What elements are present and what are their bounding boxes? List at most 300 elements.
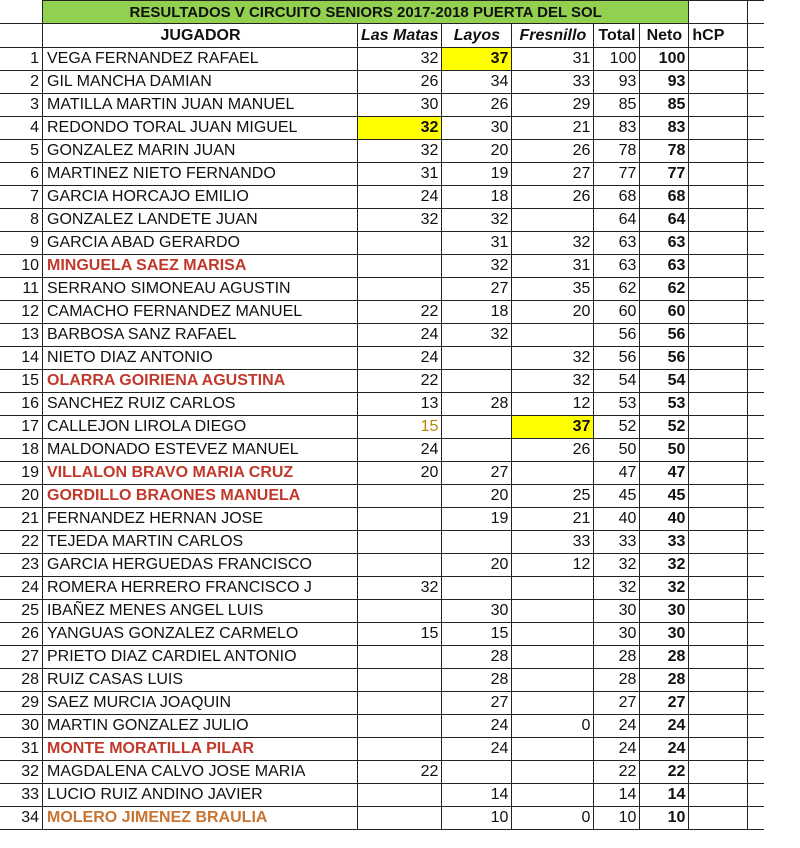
- total-cell[interactable]: 22: [594, 761, 640, 784]
- total-cell[interactable]: 32: [594, 577, 640, 600]
- layos-score-cell[interactable]: 32: [442, 255, 512, 278]
- neto-cell[interactable]: 10: [640, 807, 689, 830]
- hcp-cell[interactable]: [689, 600, 748, 623]
- header-jugador[interactable]: JUGADOR: [43, 24, 358, 48]
- hcp-cell[interactable]: [689, 255, 748, 278]
- hcp-cell[interactable]: [689, 48, 748, 71]
- neto-cell[interactable]: 68: [640, 186, 689, 209]
- position-cell[interactable]: 33: [0, 784, 43, 807]
- neto-cell[interactable]: 14: [640, 784, 689, 807]
- las-matas-score-cell[interactable]: [358, 784, 442, 807]
- position-cell[interactable]: 6: [0, 163, 43, 186]
- total-cell[interactable]: 32: [594, 554, 640, 577]
- fresnillo-score-cell[interactable]: [512, 324, 594, 347]
- header-hcp[interactable]: hCP: [689, 24, 748, 48]
- fresnillo-score-cell[interactable]: [512, 577, 594, 600]
- las-matas-score-cell[interactable]: [358, 232, 442, 255]
- player-name-cell[interactable]: OLARRA GOIRIENA AGUSTINA: [43, 370, 358, 393]
- empty-cell[interactable]: [748, 692, 765, 715]
- empty-cell[interactable]: [748, 255, 765, 278]
- empty-cell[interactable]: [748, 715, 765, 738]
- las-matas-score-cell[interactable]: 13: [358, 393, 442, 416]
- position-cell[interactable]: 34: [0, 807, 43, 830]
- neto-cell[interactable]: 63: [640, 232, 689, 255]
- total-cell[interactable]: 47: [594, 462, 640, 485]
- hcp-cell[interactable]: [689, 71, 748, 94]
- layos-score-cell[interactable]: [442, 577, 512, 600]
- player-name-cell[interactable]: MALDONADO ESTEVEZ MANUEL: [43, 439, 358, 462]
- layos-score-cell[interactable]: 30: [442, 600, 512, 623]
- player-name-cell[interactable]: GONZALEZ MARIN JUAN: [43, 140, 358, 163]
- fresnillo-score-cell[interactable]: [512, 738, 594, 761]
- total-cell[interactable]: 54: [594, 370, 640, 393]
- total-cell[interactable]: 50: [594, 439, 640, 462]
- fresnillo-score-cell[interactable]: 32: [512, 232, 594, 255]
- position-cell[interactable]: 20: [0, 485, 43, 508]
- layos-score-cell[interactable]: [442, 416, 512, 439]
- fresnillo-score-cell[interactable]: 0: [512, 807, 594, 830]
- layos-score-cell[interactable]: [442, 531, 512, 554]
- layos-score-cell[interactable]: [442, 347, 512, 370]
- las-matas-score-cell[interactable]: [358, 738, 442, 761]
- fresnillo-score-cell[interactable]: 26: [512, 186, 594, 209]
- position-cell[interactable]: 9: [0, 232, 43, 255]
- neto-cell[interactable]: 30: [640, 600, 689, 623]
- neto-cell[interactable]: 77: [640, 163, 689, 186]
- neto-cell[interactable]: 83: [640, 117, 689, 140]
- layos-score-cell[interactable]: 37: [442, 48, 512, 71]
- empty-cell[interactable]: [748, 324, 765, 347]
- position-cell[interactable]: 11: [0, 278, 43, 301]
- player-name-cell[interactable]: MOLERO JIMENEZ BRAULIA: [43, 807, 358, 830]
- neto-cell[interactable]: 85: [640, 94, 689, 117]
- fresnillo-score-cell[interactable]: [512, 600, 594, 623]
- player-name-cell[interactable]: GARCIA HORCAJO EMILIO: [43, 186, 358, 209]
- layos-score-cell[interactable]: 28: [442, 393, 512, 416]
- empty-cell[interactable]: [748, 485, 765, 508]
- position-cell[interactable]: 5: [0, 140, 43, 163]
- empty-cell[interactable]: [748, 48, 765, 71]
- fresnillo-score-cell[interactable]: 31: [512, 255, 594, 278]
- fresnillo-score-cell[interactable]: 21: [512, 508, 594, 531]
- hcp-cell[interactable]: [689, 577, 748, 600]
- hcp-cell[interactable]: [689, 186, 748, 209]
- position-cell[interactable]: 1: [0, 48, 43, 71]
- empty-cell[interactable]: [748, 646, 765, 669]
- position-cell[interactable]: 16: [0, 393, 43, 416]
- position-cell[interactable]: 23: [0, 554, 43, 577]
- empty-cell[interactable]: [748, 71, 765, 94]
- neto-cell[interactable]: 28: [640, 669, 689, 692]
- position-cell[interactable]: 19: [0, 462, 43, 485]
- total-cell[interactable]: 30: [594, 600, 640, 623]
- empty-cell[interactable]: [748, 600, 765, 623]
- las-matas-score-cell[interactable]: [358, 600, 442, 623]
- layos-score-cell[interactable]: [442, 761, 512, 784]
- player-name-cell[interactable]: NIETO DIAZ ANTONIO: [43, 347, 358, 370]
- layos-score-cell[interactable]: 32: [442, 209, 512, 232]
- position-cell[interactable]: 30: [0, 715, 43, 738]
- las-matas-score-cell[interactable]: [358, 715, 442, 738]
- empty-cell[interactable]: [748, 140, 765, 163]
- las-matas-score-cell[interactable]: [358, 278, 442, 301]
- empty-cell[interactable]: [748, 508, 765, 531]
- empty-cell[interactable]: [748, 439, 765, 462]
- hcp-cell[interactable]: [689, 416, 748, 439]
- total-cell[interactable]: 63: [594, 255, 640, 278]
- player-name-cell[interactable]: FERNANDEZ HERNAN JOSE: [43, 508, 358, 531]
- las-matas-score-cell[interactable]: [358, 646, 442, 669]
- hcp-cell[interactable]: [689, 232, 748, 255]
- position-cell[interactable]: 21: [0, 508, 43, 531]
- empty-cell[interactable]: [748, 669, 765, 692]
- neto-cell[interactable]: 78: [640, 140, 689, 163]
- total-cell[interactable]: 93: [594, 71, 640, 94]
- las-matas-score-cell[interactable]: [358, 669, 442, 692]
- position-cell[interactable]: 4: [0, 117, 43, 140]
- fresnillo-score-cell[interactable]: 35: [512, 278, 594, 301]
- empty-cell[interactable]: [748, 462, 765, 485]
- player-name-cell[interactable]: LUCIO RUIZ ANDINO JAVIER: [43, 784, 358, 807]
- las-matas-score-cell[interactable]: 32: [358, 209, 442, 232]
- fresnillo-score-cell[interactable]: 20: [512, 301, 594, 324]
- layos-score-cell[interactable]: [442, 439, 512, 462]
- empty-cell[interactable]: [748, 24, 765, 48]
- neto-cell[interactable]: 56: [640, 324, 689, 347]
- player-name-cell[interactable]: VEGA FERNANDEZ RAFAEL: [43, 48, 358, 71]
- fresnillo-score-cell[interactable]: 12: [512, 554, 594, 577]
- total-cell[interactable]: 56: [594, 347, 640, 370]
- fresnillo-score-cell[interactable]: 25: [512, 485, 594, 508]
- player-name-cell[interactable]: SAEZ MURCIA JOAQUIN: [43, 692, 358, 715]
- position-cell[interactable]: 22: [0, 531, 43, 554]
- las-matas-score-cell[interactable]: 24: [358, 439, 442, 462]
- layos-score-cell[interactable]: 18: [442, 186, 512, 209]
- fresnillo-score-cell[interactable]: 29: [512, 94, 594, 117]
- neto-cell[interactable]: 53: [640, 393, 689, 416]
- las-matas-score-cell[interactable]: 15: [358, 623, 442, 646]
- total-cell[interactable]: 45: [594, 485, 640, 508]
- neto-cell[interactable]: 32: [640, 554, 689, 577]
- hcp-cell[interactable]: [689, 301, 748, 324]
- empty-cell[interactable]: [748, 370, 765, 393]
- sheet-title[interactable]: RESULTADOS V CIRCUITO SENIORS 2017-2018 PUERTA DEL SOL: [43, 1, 689, 24]
- las-matas-score-cell[interactable]: 15: [358, 416, 442, 439]
- empty-cell[interactable]: [748, 186, 765, 209]
- las-matas-score-cell[interactable]: 24: [358, 324, 442, 347]
- fresnillo-score-cell[interactable]: [512, 646, 594, 669]
- position-cell[interactable]: 10: [0, 255, 43, 278]
- layos-score-cell[interactable]: 28: [442, 669, 512, 692]
- total-cell[interactable]: 52: [594, 416, 640, 439]
- hcp-cell[interactable]: [689, 462, 748, 485]
- header-fresnillo[interactable]: Fresnillo: [512, 24, 594, 48]
- total-cell[interactable]: 77: [594, 163, 640, 186]
- hcp-cell[interactable]: [689, 439, 748, 462]
- player-name-cell[interactable]: GARCIA HERGUEDAS FRANCISCO: [43, 554, 358, 577]
- las-matas-score-cell[interactable]: 32: [358, 48, 442, 71]
- empty-cell[interactable]: [748, 232, 765, 255]
- layos-score-cell[interactable]: 18: [442, 301, 512, 324]
- empty-cell[interactable]: [748, 577, 765, 600]
- hcp-cell[interactable]: [689, 738, 748, 761]
- player-name-cell[interactable]: MINGUELA SAEZ MARISA: [43, 255, 358, 278]
- total-cell[interactable]: 100: [594, 48, 640, 71]
- hcp-cell[interactable]: [689, 117, 748, 140]
- neto-cell[interactable]: 50: [640, 439, 689, 462]
- fresnillo-score-cell[interactable]: 27: [512, 163, 594, 186]
- neto-cell[interactable]: 24: [640, 715, 689, 738]
- las-matas-score-cell[interactable]: [358, 807, 442, 830]
- player-name-cell[interactable]: MONTE MORATILLA PILAR: [43, 738, 358, 761]
- empty-cell[interactable]: [748, 94, 765, 117]
- fresnillo-score-cell[interactable]: [512, 623, 594, 646]
- player-name-cell[interactable]: MARTINEZ NIETO FERNANDO: [43, 163, 358, 186]
- las-matas-score-cell[interactable]: [358, 485, 442, 508]
- total-cell[interactable]: 10: [594, 807, 640, 830]
- hcp-cell[interactable]: [689, 347, 748, 370]
- hcp-cell[interactable]: [689, 393, 748, 416]
- las-matas-score-cell[interactable]: 26: [358, 71, 442, 94]
- empty-cell[interactable]: [748, 531, 765, 554]
- position-cell[interactable]: 25: [0, 600, 43, 623]
- total-cell[interactable]: 63: [594, 232, 640, 255]
- fresnillo-score-cell[interactable]: 33: [512, 531, 594, 554]
- total-cell[interactable]: 30: [594, 623, 640, 646]
- total-cell[interactable]: 53: [594, 393, 640, 416]
- fresnillo-score-cell[interactable]: [512, 462, 594, 485]
- total-cell[interactable]: 62: [594, 278, 640, 301]
- header-las-matas[interactable]: Las Matas: [358, 24, 442, 48]
- las-matas-score-cell[interactable]: 20: [358, 462, 442, 485]
- neto-cell[interactable]: 45: [640, 485, 689, 508]
- fresnillo-score-cell[interactable]: 21: [512, 117, 594, 140]
- empty-cell[interactable]: [748, 761, 765, 784]
- layos-score-cell[interactable]: 20: [442, 554, 512, 577]
- total-cell[interactable]: 14: [594, 784, 640, 807]
- total-cell[interactable]: 85: [594, 94, 640, 117]
- player-name-cell[interactable]: CAMACHO FERNANDEZ MANUEL: [43, 301, 358, 324]
- empty-cell[interactable]: [748, 278, 765, 301]
- total-cell[interactable]: 28: [594, 646, 640, 669]
- hcp-cell[interactable]: [689, 370, 748, 393]
- fresnillo-score-cell[interactable]: 32: [512, 347, 594, 370]
- empty-cell[interactable]: [748, 416, 765, 439]
- player-name-cell[interactable]: IBAÑEZ MENES ANGEL LUIS: [43, 600, 358, 623]
- position-cell[interactable]: 7: [0, 186, 43, 209]
- las-matas-score-cell[interactable]: 24: [358, 347, 442, 370]
- layos-score-cell[interactable]: 34: [442, 71, 512, 94]
- player-name-cell[interactable]: PRIETO DIAZ CARDIEL ANTONIO: [43, 646, 358, 669]
- empty-cell[interactable]: [748, 301, 765, 324]
- header-neto[interactable]: Neto: [640, 24, 689, 48]
- hcp-cell[interactable]: [689, 554, 748, 577]
- total-cell[interactable]: 40: [594, 508, 640, 531]
- las-matas-score-cell[interactable]: 24: [358, 186, 442, 209]
- empty-cell[interactable]: [748, 393, 765, 416]
- layos-score-cell[interactable]: 31: [442, 232, 512, 255]
- las-matas-score-cell[interactable]: [358, 692, 442, 715]
- empty-cell[interactable]: [748, 738, 765, 761]
- hcp-cell[interactable]: [689, 94, 748, 117]
- neto-cell[interactable]: 47: [640, 462, 689, 485]
- neto-cell[interactable]: 24: [640, 738, 689, 761]
- position-cell[interactable]: 28: [0, 669, 43, 692]
- hcp-cell[interactable]: [689, 324, 748, 347]
- fresnillo-score-cell[interactable]: [512, 209, 594, 232]
- position-cell[interactable]: 26: [0, 623, 43, 646]
- player-name-cell[interactable]: GIL MANCHA DAMIAN: [43, 71, 358, 94]
- neto-cell[interactable]: 93: [640, 71, 689, 94]
- player-name-cell[interactable]: RUIZ CASAS LUIS: [43, 669, 358, 692]
- layos-score-cell[interactable]: 27: [442, 692, 512, 715]
- las-matas-score-cell[interactable]: [358, 508, 442, 531]
- player-name-cell[interactable]: TEJEDA MARTIN CARLOS: [43, 531, 358, 554]
- header-layos[interactable]: Layos: [442, 24, 512, 48]
- hcp-cell[interactable]: [689, 485, 748, 508]
- position-cell[interactable]: 12: [0, 301, 43, 324]
- hcp-cell[interactable]: [689, 784, 748, 807]
- las-matas-score-cell[interactable]: [358, 531, 442, 554]
- layos-score-cell[interactable]: 19: [442, 508, 512, 531]
- position-cell[interactable]: 8: [0, 209, 43, 232]
- layos-score-cell[interactable]: 20: [442, 140, 512, 163]
- neto-cell[interactable]: 100: [640, 48, 689, 71]
- player-name-cell[interactable]: ROMERA HERRERO FRANCISCO J: [43, 577, 358, 600]
- fresnillo-score-cell[interactable]: 32: [512, 370, 594, 393]
- las-matas-score-cell[interactable]: 32: [358, 577, 442, 600]
- fresnillo-score-cell[interactable]: 31: [512, 48, 594, 71]
- hcp-cell[interactable]: [689, 692, 748, 715]
- player-name-cell[interactable]: YANGUAS GONZALEZ CARMELO: [43, 623, 358, 646]
- fresnillo-score-cell[interactable]: 33: [512, 71, 594, 94]
- empty-cell[interactable]: [748, 347, 765, 370]
- las-matas-score-cell[interactable]: [358, 554, 442, 577]
- position-cell[interactable]: 32: [0, 761, 43, 784]
- empty-cell[interactable]: [748, 1, 765, 24]
- neto-cell[interactable]: 33: [640, 531, 689, 554]
- position-cell[interactable]: 29: [0, 692, 43, 715]
- position-cell[interactable]: 14: [0, 347, 43, 370]
- player-name-cell[interactable]: MAGDALENA CALVO JOSE MARIA: [43, 761, 358, 784]
- las-matas-score-cell[interactable]: 32: [358, 140, 442, 163]
- total-cell[interactable]: 64: [594, 209, 640, 232]
- fresnillo-score-cell[interactable]: [512, 692, 594, 715]
- empty-cell[interactable]: [748, 163, 765, 186]
- empty-cell[interactable]: [0, 24, 43, 48]
- total-cell[interactable]: 27: [594, 692, 640, 715]
- hcp-cell[interactable]: [689, 209, 748, 232]
- empty-cell[interactable]: [748, 784, 765, 807]
- neto-cell[interactable]: 64: [640, 209, 689, 232]
- position-cell[interactable]: 3: [0, 94, 43, 117]
- empty-cell[interactable]: [689, 1, 748, 24]
- position-cell[interactable]: 31: [0, 738, 43, 761]
- layos-score-cell[interactable]: 27: [442, 462, 512, 485]
- layos-score-cell[interactable]: 27: [442, 278, 512, 301]
- layos-score-cell[interactable]: 32: [442, 324, 512, 347]
- total-cell[interactable]: 28: [594, 669, 640, 692]
- neto-cell[interactable]: 63: [640, 255, 689, 278]
- fresnillo-score-cell[interactable]: [512, 761, 594, 784]
- hcp-cell[interactable]: [689, 761, 748, 784]
- empty-cell[interactable]: [748, 623, 765, 646]
- neto-cell[interactable]: 32: [640, 577, 689, 600]
- total-cell[interactable]: 24: [594, 738, 640, 761]
- neto-cell[interactable]: 22: [640, 761, 689, 784]
- layos-score-cell[interactable]: 24: [442, 738, 512, 761]
- hcp-cell[interactable]: [689, 140, 748, 163]
- empty-cell[interactable]: [748, 807, 765, 830]
- neto-cell[interactable]: 54: [640, 370, 689, 393]
- las-matas-score-cell[interactable]: 22: [358, 761, 442, 784]
- player-name-cell[interactable]: MARTIN GONZALEZ JULIO: [43, 715, 358, 738]
- empty-cell[interactable]: [748, 554, 765, 577]
- total-cell[interactable]: 24: [594, 715, 640, 738]
- position-cell[interactable]: 13: [0, 324, 43, 347]
- layos-score-cell[interactable]: 15: [442, 623, 512, 646]
- player-name-cell[interactable]: GONZALEZ LANDETE JUAN: [43, 209, 358, 232]
- player-name-cell[interactable]: VILLALON BRAVO MARIA CRUZ: [43, 462, 358, 485]
- fresnillo-score-cell[interactable]: 12: [512, 393, 594, 416]
- player-name-cell[interactable]: CALLEJON LIROLA DIEGO: [43, 416, 358, 439]
- empty-cell[interactable]: [748, 209, 765, 232]
- layos-score-cell[interactable]: 14: [442, 784, 512, 807]
- fresnillo-score-cell[interactable]: 0: [512, 715, 594, 738]
- hcp-cell[interactable]: [689, 623, 748, 646]
- fresnillo-score-cell[interactable]: 26: [512, 439, 594, 462]
- neto-cell[interactable]: 62: [640, 278, 689, 301]
- header-total[interactable]: Total: [594, 24, 640, 48]
- hcp-cell[interactable]: [689, 807, 748, 830]
- player-name-cell[interactable]: SANCHEZ RUIZ CARLOS: [43, 393, 358, 416]
- position-cell[interactable]: 15: [0, 370, 43, 393]
- player-name-cell[interactable]: MATILLA MARTIN JUAN MANUEL: [43, 94, 358, 117]
- player-name-cell[interactable]: GORDILLO BRAONES MANUELA: [43, 485, 358, 508]
- fresnillo-score-cell[interactable]: 37: [512, 416, 594, 439]
- hcp-cell[interactable]: [689, 531, 748, 554]
- total-cell[interactable]: 56: [594, 324, 640, 347]
- position-cell[interactable]: 27: [0, 646, 43, 669]
- las-matas-score-cell[interactable]: 22: [358, 370, 442, 393]
- position-cell[interactable]: 17: [0, 416, 43, 439]
- layos-score-cell[interactable]: 10: [442, 807, 512, 830]
- hcp-cell[interactable]: [689, 163, 748, 186]
- las-matas-score-cell[interactable]: [358, 255, 442, 278]
- neto-cell[interactable]: 30: [640, 623, 689, 646]
- fresnillo-score-cell[interactable]: 26: [512, 140, 594, 163]
- hcp-cell[interactable]: [689, 278, 748, 301]
- fresnillo-score-cell[interactable]: [512, 669, 594, 692]
- total-cell[interactable]: 83: [594, 117, 640, 140]
- empty-cell[interactable]: [748, 117, 765, 140]
- layos-score-cell[interactable]: 24: [442, 715, 512, 738]
- las-matas-score-cell[interactable]: 22: [358, 301, 442, 324]
- hcp-cell[interactable]: [689, 669, 748, 692]
- layos-score-cell[interactable]: 19: [442, 163, 512, 186]
- las-matas-score-cell[interactable]: 30: [358, 94, 442, 117]
- total-cell[interactable]: 78: [594, 140, 640, 163]
- hcp-cell[interactable]: [689, 508, 748, 531]
- hcp-cell[interactable]: [689, 715, 748, 738]
- layos-score-cell[interactable]: 26: [442, 94, 512, 117]
- layos-score-cell[interactable]: 28: [442, 646, 512, 669]
- neto-cell[interactable]: 27: [640, 692, 689, 715]
- neto-cell[interactable]: 40: [640, 508, 689, 531]
- player-name-cell[interactable]: BARBOSA SANZ RAFAEL: [43, 324, 358, 347]
- fresnillo-score-cell[interactable]: [512, 784, 594, 807]
- hcp-cell[interactable]: [689, 646, 748, 669]
